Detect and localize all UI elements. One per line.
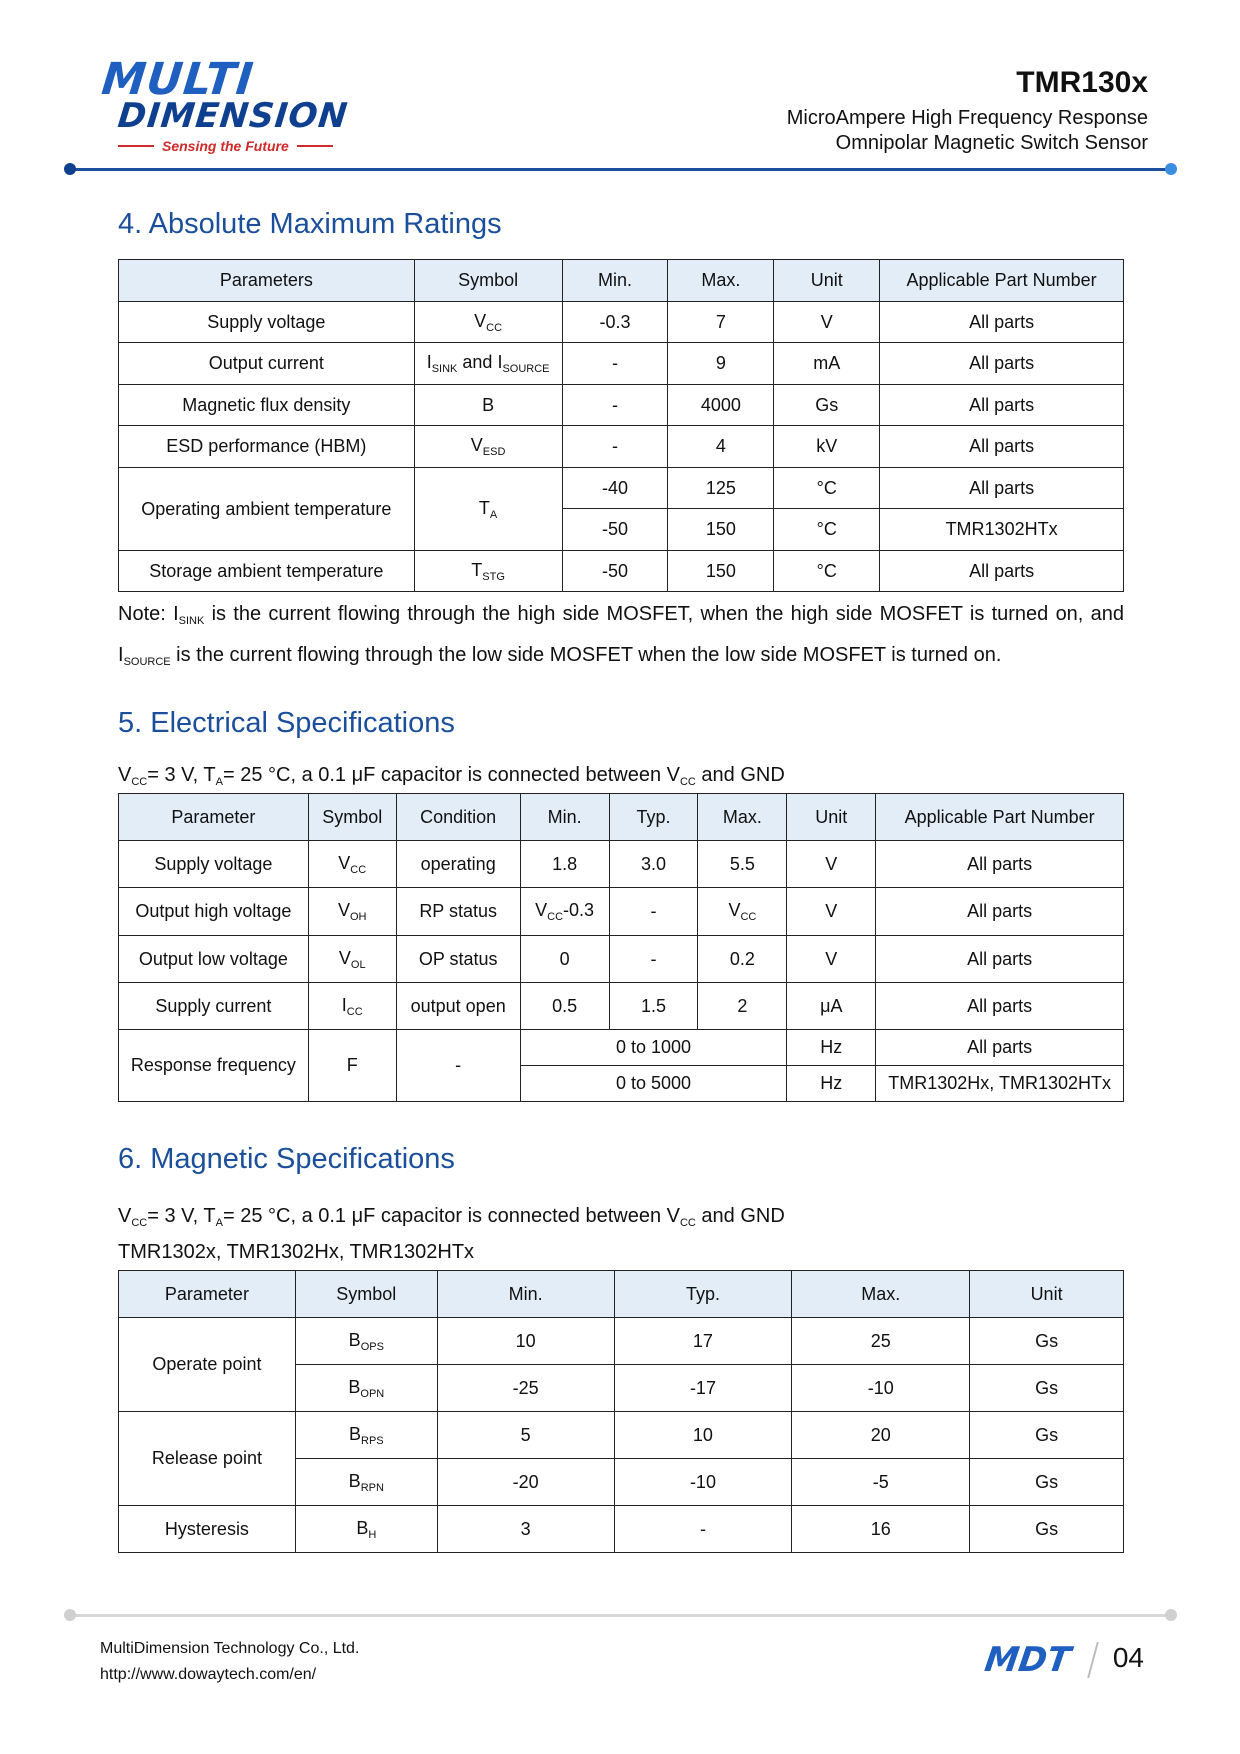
absolute-max-note: Note: $I_{SINK}$ is the current flowing through the high side MOSFET, when the high side MOSFET is turned on, and $I_{SOURCE}$ is the current flowing through the low side MOSFET when the low side MOSFET is turned on. [118,603,1124,668]
header-rule-left-dot [64,163,76,175]
logo-text-multi: MULTI [99,54,257,105]
table-header-row: Parameters Symbol Min. Max. Unit Applicable Part Number [119,260,1124,302]
footer-rule [70,1614,1172,1617]
table-row: Output low voltage $V_{OL}$ OP status 0 - 0.2 V All parts [119,936,1124,983]
electrical-test-condition: $V_{CC}= 3$ V, $T_A= 25$ °C, a 0.1 μF capacitor is connected between $V_{CC}$ and GND [118,764,785,788]
electrical-spec-table [118,793,1124,1102]
magnetic-test-condition: $V_{CC}= 3$ V, $T_A= 25$ °C, a 0.1 μF capacitor is connected between $V_{CC}$ and GND [118,1205,785,1229]
table-row: Magnetic flux density B - 4000 Gs All parts [119,385,1124,426]
logo-tagline: Sensing the Future [118,138,368,154]
footer-rule-right-dot [1165,1609,1177,1621]
logo-text-dimension: DIMENSION [115,96,350,136]
table-header-row: Parameter Symbol Condition Min. Typ. Max. Unit Applicable Part Number [119,794,1124,841]
table-row: Release point $B_{RPS}$ 5 10 20 Gs [119,1412,1124,1459]
section-heading-magnetic: 6. Magnetic Specifications [118,1143,455,1175]
table-row: Storage ambient temperature $T_{STG}$ -50 150 °C All parts [119,551,1124,592]
table-row: Supply voltage $V_{CC}$ -0.3 7 V All parts [119,302,1124,343]
table-row: $B_{OPN}$ -25 -17 -10 Gs [119,1365,1124,1412]
table-row: -50 150 °C TMR1302HTx [119,509,1124,551]
footer-company-name: MultiDimension Technology Co., Ltd. [100,1640,360,1657]
table-header-row: Parameter Symbol Min. Typ. Max. Unit [119,1271,1124,1318]
magnetic-applicable-parts: TMR1302x, TMR1302Hx, TMR1302HTx [118,1241,475,1263]
table-row: Response frequency F - 0 to 1000 Hz All parts [119,1030,1124,1066]
section-heading-electrical: 5. Electrical Specifications [118,707,455,739]
footer-rule-left-dot [64,1609,76,1621]
page-number: 04 [1112,1642,1144,1673]
footer-company-info [100,1636,359,1688]
header-rule [70,168,1174,171]
table-row: Hysteresis $B_H$ 3 - 16 Gs [119,1506,1124,1553]
footer-url[interactable]: http://www.dowaytech.com/en/ [100,1666,317,1683]
table-row: Supply voltage $V_{CC}$ operating 1.8 3.0 5.5 V All parts [119,841,1124,888]
header-rule-right-dot [1165,163,1177,175]
absolute-max-table [118,259,1124,592]
magnetic-spec-table [118,1270,1124,1553]
section-heading-absolute-max: 4. Absolute Maximum Ratings [118,208,502,240]
table-row: Output high voltage $V_{OH}$ RP status $V_{CC}-0.3$ - $V_{CC}$ V All parts [119,888,1124,936]
table-row: $B_{RPN}$ -20 -10 -5 Gs [119,1459,1124,1506]
page-number-separator [1087,1642,1099,1678]
table-row: Supply current $I_{CC}$ output open 0.5 1.5 2 μA All parts [119,983,1124,1030]
table-row: Operating ambient temperature $T_A$ -40 125 °C All parts [119,468,1124,509]
footer-mdt-logo: MDT [981,1640,1073,1680]
company-logo [96,52,366,162]
document-subtitle: MicroAmpere High Frequency Response Omnipolar Magnetic Switch Sensor [786,107,1148,154]
table-row: Operate point $B_{OPS}$ 10 17 25 Gs [119,1318,1124,1365]
table-row: ESD performance (HBM) $V_{ESD}$ - 4 kV All parts [119,426,1124,468]
table-row: 0 to 5000 Hz TMR1302Hx, TMR1302HTx [119,1066,1124,1102]
table-row: Output current $I_{SINK}$ and $I_{SOURCE}$ - 9 mA All parts [119,343,1124,385]
document-title: TMR130x [1016,66,1148,99]
